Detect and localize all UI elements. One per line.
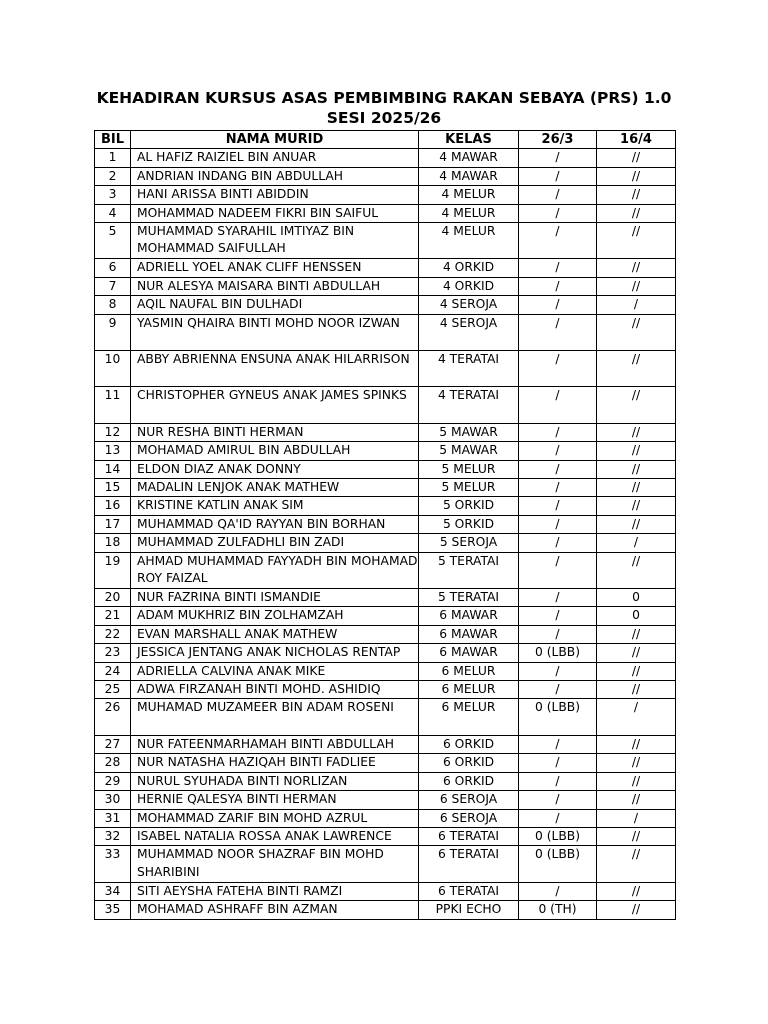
row-kelas: 4 ORKID xyxy=(419,259,519,277)
header-date-2: 16/4 xyxy=(597,131,676,149)
row-nama-murid: ADWA FIRZANAH BINTI MOHD. ASHIDIQ xyxy=(131,681,419,699)
header-bil: BIL xyxy=(95,131,131,149)
row-attendance-16-4: // xyxy=(597,442,676,460)
row-attendance-26-3: / xyxy=(519,607,597,625)
row-kelas: 5 SEROJA xyxy=(419,534,519,552)
row-attendance-26-3: 0 (LBB) xyxy=(519,644,597,662)
row-attendance-26-3: / xyxy=(519,460,597,478)
row-bil: 23 xyxy=(95,644,131,662)
row-nama-murid: NUR FAZRINA BINTI ISMANDIE xyxy=(131,589,419,607)
row-kelas: 6 TERATAI xyxy=(419,882,519,900)
row-attendance-26-3: / xyxy=(519,534,597,552)
table-row xyxy=(95,607,676,625)
table-row xyxy=(95,479,676,497)
row-kelas: 6 MELUR xyxy=(419,662,519,680)
row-kelas: 5 TERATAI xyxy=(419,589,519,607)
row-attendance-26-3: / xyxy=(519,625,597,643)
row-bil: 25 xyxy=(95,681,131,699)
row-bil: 22 xyxy=(95,625,131,643)
table-header-row xyxy=(95,131,676,149)
row-kelas: 4 MELUR xyxy=(419,204,519,222)
row-attendance-16-4: // xyxy=(597,846,676,882)
row-attendance-16-4: // xyxy=(597,186,676,204)
row-attendance-16-4: // xyxy=(597,277,676,295)
table-row xyxy=(95,515,676,533)
row-bil: 31 xyxy=(95,809,131,827)
table-row xyxy=(95,223,676,259)
row-attendance-26-3: / xyxy=(519,809,597,827)
row-bil: 8 xyxy=(95,296,131,314)
row-bil: 20 xyxy=(95,589,131,607)
row-nama-murid: NUR ALESYA MAISARA BINTI ABDULLAH xyxy=(131,277,419,295)
row-attendance-16-4: // xyxy=(597,772,676,790)
table-row xyxy=(95,827,676,845)
table-row xyxy=(95,167,676,185)
row-nama-murid: MUHAMMAD SYARAHIL IMTIYAZ BIN MOHAMMAD SAIFULLAH xyxy=(131,223,419,259)
row-attendance-16-4: // xyxy=(597,314,676,350)
table-body xyxy=(95,149,676,919)
row-nama-murid: NUR NATASHA HAZIQAH BINTI FADLIEE xyxy=(131,754,419,772)
row-attendance-26-3: / xyxy=(519,754,597,772)
row-attendance-16-4: // xyxy=(597,497,676,515)
row-kelas: 4 MELUR xyxy=(419,223,519,259)
row-attendance-26-3: / xyxy=(519,791,597,809)
row-bil: 34 xyxy=(95,882,131,900)
row-kelas: 4 MAWAR xyxy=(419,167,519,185)
row-nama-murid: AL HAFIZ RAIZIEL BIN ANUAR xyxy=(131,149,419,167)
row-nama-murid: MOHAMAD ASHRAFF BIN AZMAN xyxy=(131,901,419,919)
attendance-table xyxy=(94,130,676,920)
table-row xyxy=(95,625,676,643)
table-row xyxy=(95,589,676,607)
row-attendance-16-4: // xyxy=(597,625,676,643)
row-attendance-16-4: // xyxy=(597,827,676,845)
row-kelas: 5 ORKID xyxy=(419,497,519,515)
row-bil: 35 xyxy=(95,901,131,919)
row-nama-murid: MUHAMMAD QA'ID RAYYAN BIN BORHAN xyxy=(131,515,419,533)
row-attendance-26-3: / xyxy=(519,259,597,277)
row-bil: 3 xyxy=(95,186,131,204)
row-nama-murid: ADRIELLA CALVINA ANAK MIKE xyxy=(131,662,419,680)
table-row xyxy=(95,754,676,772)
table-row xyxy=(95,423,676,441)
row-kelas: 4 ORKID xyxy=(419,277,519,295)
row-attendance-16-4: // xyxy=(597,791,676,809)
row-kelas: 4 SEROJA xyxy=(419,314,519,350)
row-nama-murid: MUHAMMAD NOOR SHAZRAF BIN MOHD SHARIBINI xyxy=(131,846,419,882)
row-bil: 13 xyxy=(95,442,131,460)
row-nama-murid: KRISTINE KATLIN ANAK SIM xyxy=(131,497,419,515)
row-kelas: 6 MAWAR xyxy=(419,644,519,662)
row-bil: 29 xyxy=(95,772,131,790)
row-bil: 1 xyxy=(95,149,131,167)
row-bil: 26 xyxy=(95,699,131,735)
row-kelas: 6 ORKID xyxy=(419,754,519,772)
table-row xyxy=(95,809,676,827)
row-bil: 30 xyxy=(95,791,131,809)
row-attendance-26-3: / xyxy=(519,423,597,441)
row-bil: 28 xyxy=(95,754,131,772)
row-attendance-16-4: // xyxy=(597,662,676,680)
table-row xyxy=(95,681,676,699)
table-row xyxy=(95,149,676,167)
row-nama-murid: AQIL NAUFAL BIN DULHADI xyxy=(131,296,419,314)
row-nama-murid: MOHAMMAD NADEEM FIKRI BIN SAIFUL xyxy=(131,204,419,222)
row-nama-murid: MOHAMMAD ZARIF BIN MOHD AZRUL xyxy=(131,809,419,827)
row-attendance-16-4: / xyxy=(597,809,676,827)
row-nama-murid: NUR FATEENMARHAMAH BINTI ABDULLAH xyxy=(131,735,419,753)
row-attendance-16-4: // xyxy=(597,351,676,387)
row-nama-murid: JESSICA JENTANG ANAK NICHOLAS RENTAP xyxy=(131,644,419,662)
row-attendance-16-4: // xyxy=(597,754,676,772)
row-attendance-26-3: / xyxy=(519,442,597,460)
table-row xyxy=(95,351,676,387)
row-attendance-26-3: / xyxy=(519,296,597,314)
row-attendance-26-3: / xyxy=(519,149,597,167)
table-row xyxy=(95,460,676,478)
row-bil: 21 xyxy=(95,607,131,625)
row-nama-murid: EVAN MARSHALL ANAK MATHEW xyxy=(131,625,419,643)
row-attendance-26-3: / xyxy=(519,167,597,185)
table-row xyxy=(95,662,676,680)
table-row xyxy=(95,259,676,277)
row-kelas: 6 ORKID xyxy=(419,735,519,753)
row-attendance-26-3: / xyxy=(519,387,597,423)
row-bil: 6 xyxy=(95,259,131,277)
table-row xyxy=(95,296,676,314)
row-bil: 17 xyxy=(95,515,131,533)
row-attendance-26-3: / xyxy=(519,589,597,607)
row-nama-murid: ADAM MUKHRIZ BIN ZOLHAMZAH xyxy=(131,607,419,625)
row-nama-murid: SITI AEYSHA FATEHA BINTI RAMZI xyxy=(131,882,419,900)
row-kelas: 6 SEROJA xyxy=(419,809,519,827)
row-bil: 10 xyxy=(95,351,131,387)
row-kelas: 4 MAWAR xyxy=(419,149,519,167)
row-attendance-16-4: // xyxy=(597,167,676,185)
row-attendance-16-4: // xyxy=(597,223,676,259)
row-attendance-16-4: // xyxy=(597,515,676,533)
row-bil: 11 xyxy=(95,387,131,423)
row-kelas: 6 TERATAI xyxy=(419,846,519,882)
row-attendance-16-4: // xyxy=(597,681,676,699)
row-kelas: 4 SEROJA xyxy=(419,296,519,314)
row-bil: 14 xyxy=(95,460,131,478)
row-nama-murid: ADRIELL YOEL ANAK CLIFF HENSSEN xyxy=(131,259,419,277)
row-bil: 7 xyxy=(95,277,131,295)
table-row xyxy=(95,186,676,204)
title-line-1: KEHADIRAN KURSUS ASAS PEMBIMBING RAKAN SEBAYA (PRS) 1.0 xyxy=(96,89,672,107)
row-nama-murid: NUR RESHA BINTI HERMAN xyxy=(131,423,419,441)
row-bil: 16 xyxy=(95,497,131,515)
row-attendance-16-4: // xyxy=(597,479,676,497)
row-kelas: 5 TERATAI xyxy=(419,552,519,588)
row-nama-murid: CHRISTOPHER GYNEUS ANAK JAMES SPINKS xyxy=(131,387,419,423)
row-kelas: 5 MELUR xyxy=(419,479,519,497)
row-nama-murid: HERNIE QALESYA BINTI HERMAN xyxy=(131,791,419,809)
row-attendance-26-3: / xyxy=(519,515,597,533)
row-kelas: PPKI ECHO xyxy=(419,901,519,919)
row-bil: 18 xyxy=(95,534,131,552)
row-attendance-26-3: / xyxy=(519,351,597,387)
row-attendance-26-3: / xyxy=(519,552,597,588)
row-bil: 4 xyxy=(95,204,131,222)
row-nama-murid: AHMAD MUHAMMAD FAYYADH BIN MOHAMAD ROY FAIZAL xyxy=(131,552,419,588)
row-kelas: 6 MAWAR xyxy=(419,625,519,643)
row-nama-murid: NURUL SYUHADA BINTI NORLIZAN xyxy=(131,772,419,790)
row-kelas: 6 TERATAI xyxy=(419,827,519,845)
row-attendance-16-4: / xyxy=(597,296,676,314)
row-attendance-16-4: // xyxy=(597,735,676,753)
row-attendance-16-4: // xyxy=(597,149,676,167)
header-date-1: 26/3 xyxy=(519,131,597,149)
header-kelas: KELAS xyxy=(419,131,519,149)
row-attendance-16-4: / xyxy=(597,699,676,735)
row-kelas: 5 MAWAR xyxy=(419,442,519,460)
row-nama-murid: MADALIN LENJOK ANAK MATHEW xyxy=(131,479,419,497)
row-attendance-16-4: // xyxy=(597,387,676,423)
row-attendance-26-3: / xyxy=(519,882,597,900)
row-bil: 2 xyxy=(95,167,131,185)
row-attendance-16-4: // xyxy=(597,460,676,478)
row-attendance-16-4: // xyxy=(597,901,676,919)
row-attendance-26-3: 0 (LBB) xyxy=(519,699,597,735)
row-bil: 15 xyxy=(95,479,131,497)
row-attendance-26-3: / xyxy=(519,497,597,515)
table-row xyxy=(95,644,676,662)
row-kelas: 4 TERATAI xyxy=(419,387,519,423)
row-attendance-16-4: // xyxy=(597,423,676,441)
header-nama-murid: NAMA MURID xyxy=(131,131,419,149)
row-nama-murid: MOHAMAD AMIRUL BIN ABDULLAH xyxy=(131,442,419,460)
row-bil: 27 xyxy=(95,735,131,753)
row-bil: 12 xyxy=(95,423,131,441)
table-row xyxy=(95,735,676,753)
table-row xyxy=(95,442,676,460)
row-attendance-26-3: / xyxy=(519,277,597,295)
table-row xyxy=(95,699,676,735)
table-row xyxy=(95,882,676,900)
row-attendance-26-3: / xyxy=(519,681,597,699)
row-attendance-26-3: / xyxy=(519,223,597,259)
row-attendance-26-3: / xyxy=(519,314,597,350)
row-attendance-26-3: / xyxy=(519,772,597,790)
row-attendance-26-3: / xyxy=(519,735,597,753)
row-kelas: 5 ORKID xyxy=(419,515,519,533)
row-attendance-26-3: / xyxy=(519,479,597,497)
row-kelas: 6 MELUR xyxy=(419,699,519,735)
row-attendance-26-3: / xyxy=(519,204,597,222)
title-line-2: SESI 2025/26 xyxy=(326,109,442,127)
table-row xyxy=(95,277,676,295)
table-row xyxy=(95,901,676,919)
row-attendance-16-4: 0 xyxy=(597,607,676,625)
row-attendance-26-3: / xyxy=(519,186,597,204)
row-attendance-16-4: // xyxy=(597,552,676,588)
row-attendance-26-3: 0 (LBB) xyxy=(519,827,597,845)
row-nama-murid: MUHAMMAD ZULFADHLI BIN ZADI xyxy=(131,534,419,552)
row-nama-murid: ABBY ABRIENNA ENSUNA ANAK HILARRISON xyxy=(131,351,419,387)
table-row xyxy=(95,791,676,809)
table-row xyxy=(95,204,676,222)
row-attendance-26-3: / xyxy=(519,662,597,680)
table-row xyxy=(95,846,676,882)
row-kelas: 5 MELUR xyxy=(419,460,519,478)
row-nama-murid: MUHAMAD MUZAMEER BIN ADAM ROSENI xyxy=(131,699,419,735)
row-kelas: 6 ORKID xyxy=(419,772,519,790)
row-bil: 9 xyxy=(95,314,131,350)
row-nama-murid: ELDON DIAZ ANAK DONNY xyxy=(131,460,419,478)
row-attendance-16-4: // xyxy=(597,882,676,900)
document-title xyxy=(0,88,768,128)
table-row xyxy=(95,772,676,790)
row-attendance-26-3: 0 (LBB) xyxy=(519,846,597,882)
table-row xyxy=(95,314,676,350)
row-bil: 24 xyxy=(95,662,131,680)
row-bil: 19 xyxy=(95,552,131,588)
row-bil: 32 xyxy=(95,827,131,845)
row-bil: 33 xyxy=(95,846,131,882)
row-kelas: 5 MAWAR xyxy=(419,423,519,441)
row-kelas: 4 MELUR xyxy=(419,186,519,204)
row-kelas: 4 TERATAI xyxy=(419,351,519,387)
row-attendance-16-4: // xyxy=(597,644,676,662)
table-row xyxy=(95,534,676,552)
row-kelas: 6 MELUR xyxy=(419,681,519,699)
row-nama-murid: HANI ARISSA BINTI ABIDDIN xyxy=(131,186,419,204)
row-attendance-16-4: // xyxy=(597,259,676,277)
row-kelas: 6 MAWAR xyxy=(419,607,519,625)
table-row xyxy=(95,497,676,515)
row-nama-murid: YASMIN QHAIRA BINTI MOHD NOOR IZWAN xyxy=(131,314,419,350)
row-nama-murid: ISABEL NATALIA ROSSA ANAK LAWRENCE xyxy=(131,827,419,845)
table-row xyxy=(95,387,676,423)
row-nama-murid: ANDRIAN INDANG BIN ABDULLAH xyxy=(131,167,419,185)
table-row xyxy=(95,552,676,588)
row-attendance-26-3: 0 (TH) xyxy=(519,901,597,919)
row-bil: 5 xyxy=(95,223,131,259)
row-attendance-16-4: 0 xyxy=(597,589,676,607)
row-attendance-16-4: // xyxy=(597,204,676,222)
row-attendance-16-4: / xyxy=(597,534,676,552)
row-kelas: 6 SEROJA xyxy=(419,791,519,809)
